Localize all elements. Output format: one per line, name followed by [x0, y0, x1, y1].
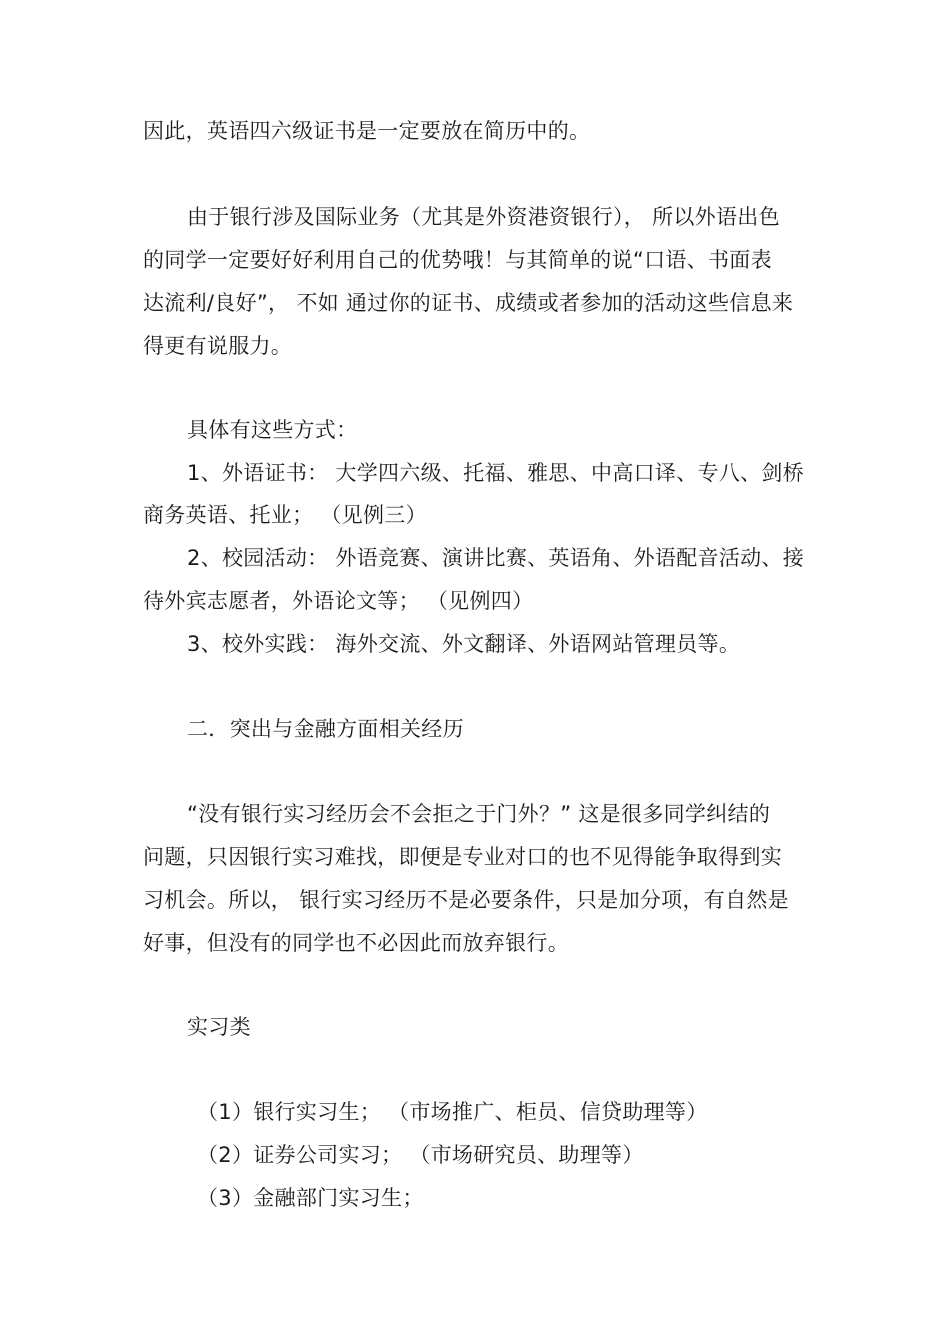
list-item: 2、校园活动： 外语竞赛、演讲比赛、英语角、外语配音活动、接	[187, 546, 805, 570]
paragraph-line: 好事，但没有的同学也不必因此而放弃银行。	[143, 931, 569, 955]
list-item: 3、校外实践： 海外交流、外文翻译、外语网站管理员等。	[187, 632, 741, 656]
section-heading: 二．突出与金融方面相关经历	[187, 717, 464, 741]
list-intro: 具体有这些方式：	[187, 418, 358, 442]
list-item-continuation: 待外宾志愿者，外语论文等； （见例四）	[143, 589, 534, 613]
paragraph-line: 习机会。所以， 银行实习经历不是必要条件，只是加分项，有自然是	[143, 888, 789, 912]
subheading: 实习类	[187, 1015, 251, 1039]
paragraph-line: “没有银行实习经历会不会拒之于门外？” 这是很多同学纠结的	[187, 802, 771, 826]
paragraph-line: 问题，只因银行实习难找，即便是专业对口的也不见得能争取得到实	[143, 845, 782, 869]
list-item-continuation: 商务英语、托业； （见例三）	[143, 503, 427, 527]
list-item: （1）银行实习生； （市场推广、柜员、信贷助理等）	[197, 1100, 708, 1124]
list-item: 1、外语证书： 大学四六级、托福、雅思、中高口译、专八、剑桥	[187, 461, 805, 485]
list-item: （2）证券公司实习； （市场研究员、助理等）	[197, 1143, 644, 1167]
list-item: （3）金融部门实习生；	[197, 1186, 424, 1210]
paragraph-line: 得更有说服力。	[143, 334, 293, 358]
paragraph-line: 的同学一定要好好利用自己的优势哦！与其简单的说“口语、书面表	[143, 248, 772, 272]
paragraph-line: 由于银行涉及国际业务（尤其是外资港资银行）， 所以外语出色	[187, 205, 780, 229]
paragraph-line: 因此，英语四六级证书是一定要放在简历中的。	[143, 119, 591, 143]
paragraph-line: 达流利/良好”， 不如 通过你的证书、成绩或者参加的活动这些信息来	[143, 291, 794, 315]
